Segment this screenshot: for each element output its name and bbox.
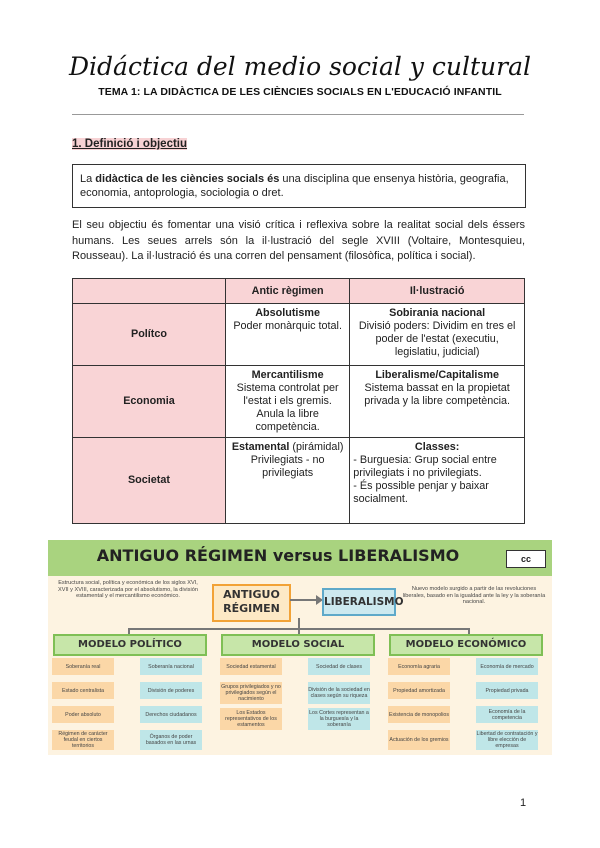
- antiguo-regimen-label-2: RÉGIMEN: [223, 602, 280, 615]
- cell-title: Absolutisme: [255, 307, 321, 319]
- politico-lib-item: División de poderes: [140, 682, 202, 699]
- politico-ar-item: Poder absoluto: [52, 706, 114, 723]
- cell-antic: [226, 304, 350, 366]
- table-row: [73, 438, 525, 524]
- cell-text: Divisió poders: Dividim en tres el poder de l'estat (executiu, legislatiu, judicial): [358, 320, 516, 358]
- row-label-politic: Polítco: [73, 304, 226, 366]
- politico-ar-item: Estado centralista: [52, 682, 114, 699]
- modelo-social-header: MODELO SOCIAL: [221, 634, 375, 656]
- economico-lib-item: Economía de la competencia: [476, 706, 538, 723]
- politico-lib-item: Órganos de poder basados en las urnas: [140, 730, 202, 750]
- table-header-ilustracio: Il·lustració: [350, 279, 525, 304]
- comparison-table: [72, 278, 525, 524]
- header-divider: [72, 114, 524, 115]
- cell-title: Classes:: [414, 441, 460, 453]
- table-header-row: [73, 279, 525, 304]
- economico-ar-item: Economía agraria: [388, 658, 450, 675]
- definition-prefix: La: [80, 173, 96, 185]
- politico-lib-item: Derechos ciudadanos: [140, 706, 202, 723]
- row-label-economia: Economia: [73, 366, 226, 438]
- liberalismo-box: LIBERALISMO: [322, 588, 396, 616]
- cell-title-bold: Estamental: [231, 441, 290, 453]
- cell-ilustracio: [350, 304, 525, 366]
- economico-ar-item: Propiedad amortizada: [388, 682, 450, 699]
- table-row: [73, 366, 525, 438]
- document-title: Didáctica del medio social y cultural: [69, 52, 531, 81]
- social-ar-item: Grupos privilegiados y no privilegiados según el nacimiento: [221, 684, 281, 702]
- cell-text: Sistema controlat per l'estat i els gremis. Anula la libre competència.: [236, 382, 339, 433]
- economico-lib-item: Libertad de contratación y libre elección de empresas: [476, 731, 538, 749]
- cell-line: - És possible penjar y baixar socialment.: [353, 480, 489, 505]
- cell-line: - Burguesia: Grup social entre privilegiats i no privilegiats.: [353, 454, 497, 479]
- table-header-empty: [73, 279, 226, 304]
- social-ar-item: Sociedad estamental: [220, 658, 282, 675]
- infographic-header: [48, 540, 552, 576]
- table-header-antic: Antic règimen: [226, 279, 350, 304]
- section-heading-text: 1. Definició i objectiu: [72, 138, 188, 150]
- cell-text: Privilegiats - no privilegiats: [250, 454, 325, 479]
- cell-ilustracio: [350, 438, 525, 524]
- infographic: [48, 540, 552, 755]
- page-number: 1: [520, 797, 527, 809]
- antiguo-regimen-description: Estructura social, política y económica de los siglos XVI, XVII y XVIII, caracterizada por el absolutismo, la división estamental y el mercantilismo económico.: [58, 580, 198, 599]
- economico-ar-item: Existencia de monopolios: [388, 706, 450, 723]
- economico-ar-item: Actuación de los gremios: [388, 730, 450, 750]
- cell-text: Sistema bassat en la propietat privada y la libre competència.: [364, 382, 511, 407]
- cell-ilustracio: [350, 366, 525, 438]
- modelo-economico-header: MODELO ECONÓMICO: [389, 634, 543, 656]
- cell-title-extra: (pirámidal): [289, 441, 344, 453]
- row-label-societat: Societat: [73, 438, 226, 524]
- definition-box: [72, 164, 526, 208]
- cell-text: Poder monàrquic total.: [233, 320, 342, 332]
- definition-bold: didàctica de les ciències socials és: [95, 173, 280, 185]
- social-ar-item: Los Estados representativos de los estamentos: [220, 708, 282, 730]
- document-subtitle: TEMA 1: LA DIDÀCTICA DE LES CIÈNCIES SOCIALS EN L'EDUCACIÓ INFANTIL: [98, 86, 502, 98]
- antiguo-regimen-label-1: ANTIGUO: [223, 588, 280, 601]
- politico-ar-item: Régimen de carácter feudal en ciertos territorios: [52, 730, 114, 750]
- social-lib-item: División de la sociedad en clases según su riqueza: [308, 682, 370, 704]
- economico-lib-item: Propiedad privada: [476, 682, 538, 699]
- cell-antic: [226, 366, 350, 438]
- social-lib-item: Sociedad de clases: [308, 658, 370, 675]
- cc-license-icon: cc: [506, 550, 546, 568]
- cell-antic: [226, 438, 350, 524]
- infographic-title: ANTIGUO RÉGIMEN versus LIBERALISMO: [96, 546, 460, 565]
- economico-lib-item: Economía de mercado: [476, 658, 538, 675]
- politico-lib-item: Soberanía nacional: [140, 658, 202, 675]
- section-heading: [72, 138, 187, 150]
- cell-title: Mercantilisme: [251, 369, 324, 381]
- objective-paragraph: El seu objectiu és fomentar una visió crítica i reflexiva sobre la realitat social dels éssers humans. Les seues arrels són la il·lustració del segle XVIII (Voltaire, Montesquieu, Rousseau). La il·lustració és una corren del pensament (filosòfica, política i social).: [72, 219, 525, 262]
- social-lib-item: Los Cortes representan a la burguesía y la soberanía: [309, 710, 369, 728]
- liberalismo-description: Nuevo modelo surgido a partir de las revoluciones liberales, basado en la igualdad ante la ley y la soberanía nacional.: [402, 586, 546, 605]
- cell-title: Liberalisme/Capitalisme: [375, 369, 499, 381]
- cell-title: Sobirania nacional: [389, 307, 486, 319]
- modelo-politico-header: MODELO POLÍTICO: [53, 634, 207, 656]
- cell-title: [229, 441, 346, 454]
- definition-rest: una disciplina que ensenya història, geografia, economia, antoprologia, sociologia o dret.: [80, 173, 509, 199]
- politico-ar-item: Soberanía real: [52, 658, 114, 675]
- antiguo-regimen-box: [212, 584, 291, 622]
- table-row: [73, 304, 525, 366]
